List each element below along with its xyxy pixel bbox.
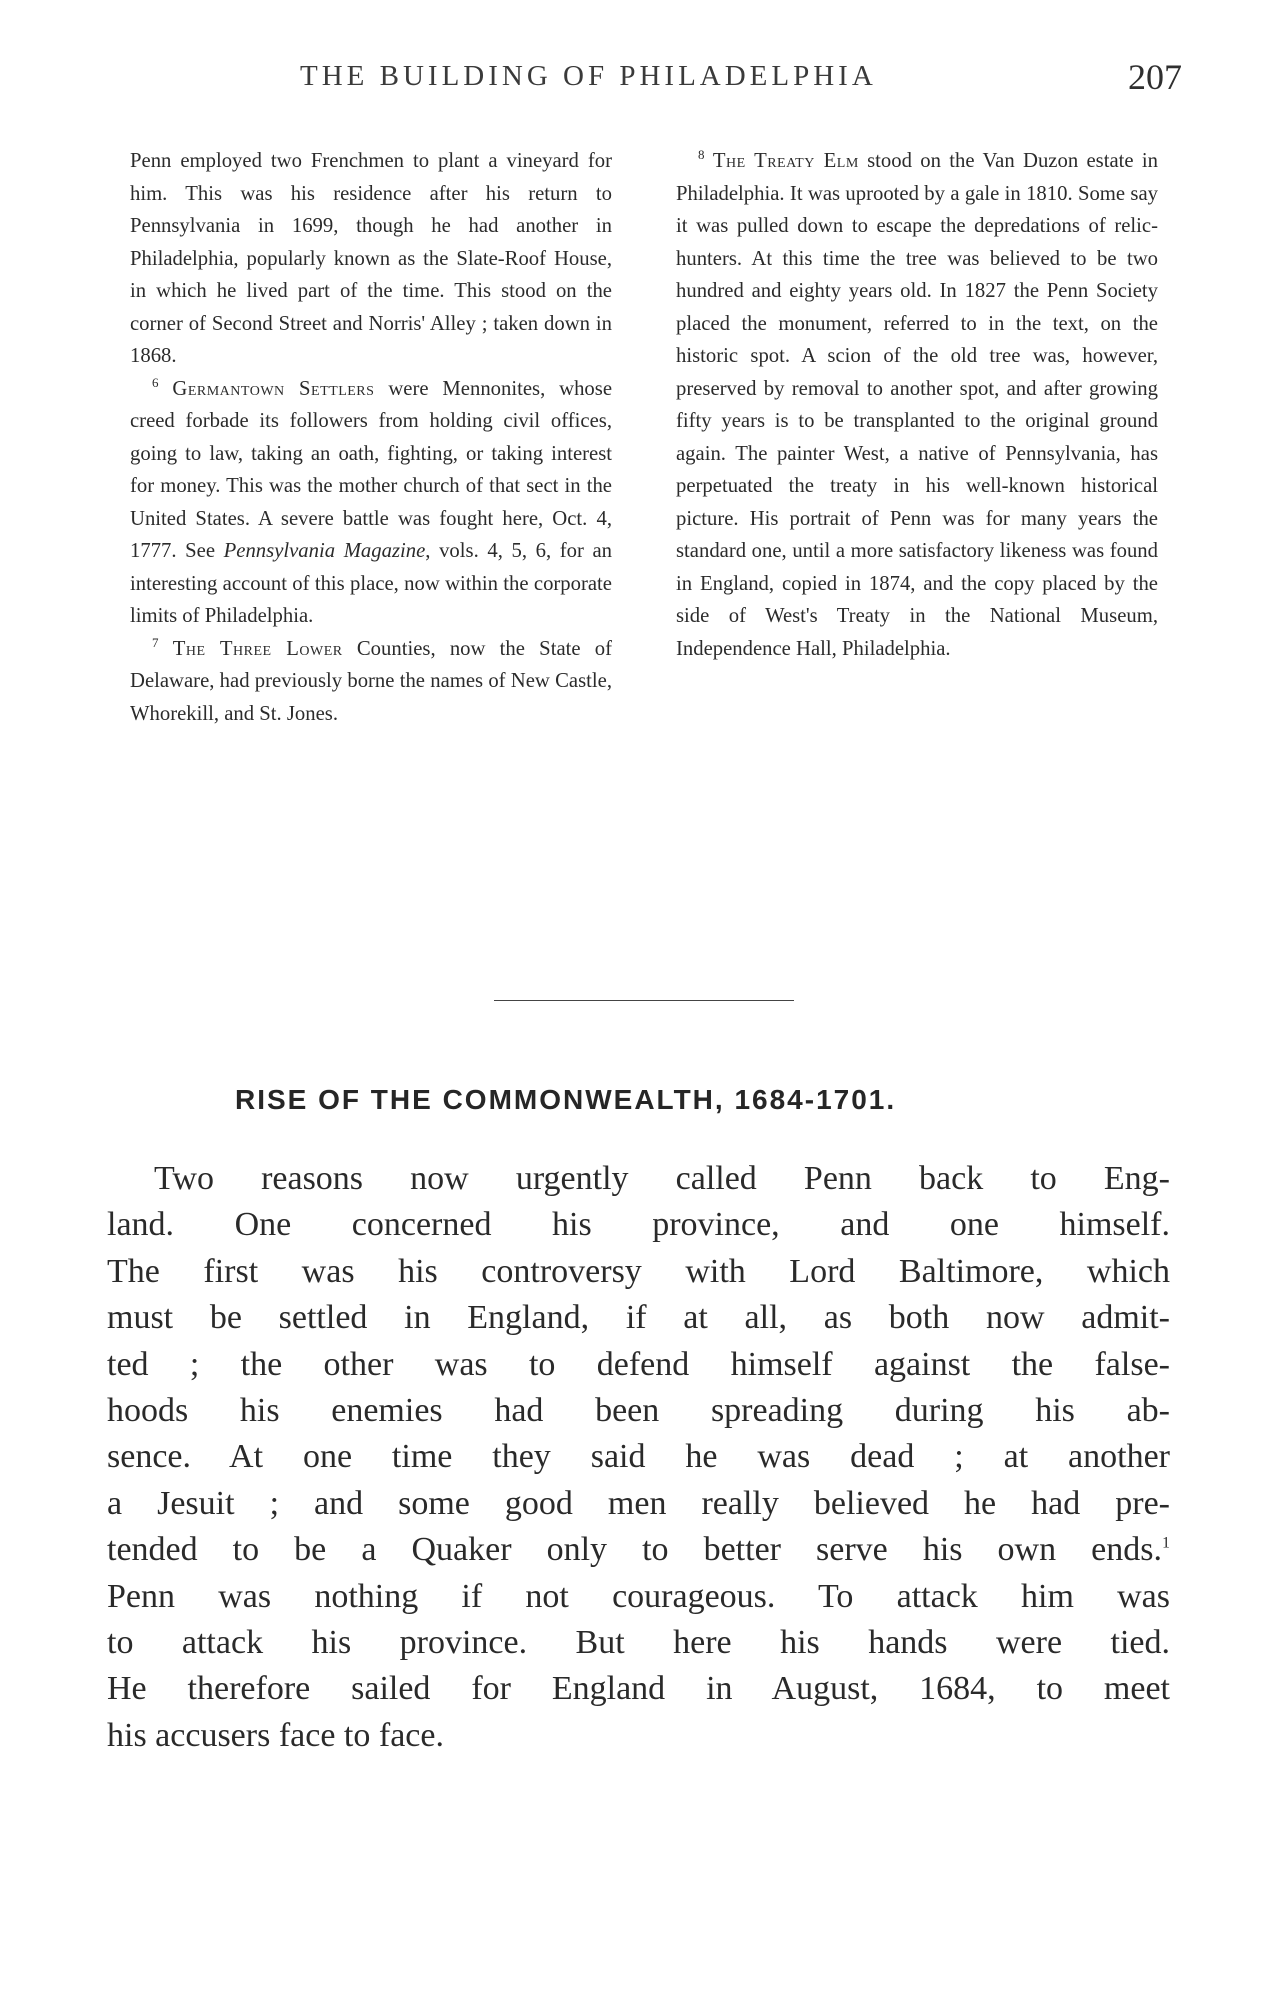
page-number: 207 <box>1128 57 1182 97</box>
footnote-lead: The Three Lower <box>172 637 343 660</box>
body-line: Two reasons now urgently called Penn back to Eng- <box>154 1160 1170 1197</box>
footnote-6 <box>130 373 612 633</box>
body-line: ted ; the other was to defend himself against the false- <box>107 1345 1170 1383</box>
body-line: must be settled in England, if at all, as both now admit- <box>107 1299 1170 1337</box>
footnote-text: , vols. 4, 5, 6, for an interesting account of this place, now within the corporate limits of Philadelphia. <box>130 540 612 627</box>
footnote-text: were Mennonites, whose creed forbade its followers from holding civil offices, going to law, taking an oath, fighting, or taking interest for money. This was the mother church of that sect in the United States. A severe battle was fought here, Oct. 4, 1777. See <box>130 377 613 562</box>
footnote-8 <box>676 145 1158 665</box>
footnote-lead: Germantown Settlers <box>172 377 375 400</box>
body-line: to attack his province. But here his hands were tied. <box>107 1624 1170 1662</box>
section-divider <box>494 1000 794 1001</box>
footnote-text: stood on the Van Duzon estate in Philadelphia. It was uprooted by a gale in 1810. Some say it was pulled down to escape the depredations of relic-hunters. At this time the tree was believed to be two hundred and eighty years old. In 1827 the Penn Society placed the monument, referred to in the text, on the historic spot. A scion of the old tree was, however, preserved by removal to another spot, and after growing fifty years is to be transplanted to the original ground again. The painter West, a native of Pennsylvania, has perpetuated the treaty in his well-known historical picture. His portrait of Penn was for many years the standard one, until a more satisfactory likeness was found in England, copied in 1874, and the copy placed by the side of West's Treaty in the National Museum, Independence Hall, Philadelphia. <box>676 150 1158 660</box>
footnote-7 <box>130 633 612 731</box>
body-line: The first was his controversy with Lord Baltimore, which <box>107 1252 1170 1290</box>
body-line-text: tended to be a Quaker only to better serve his own ends. <box>107 1531 1162 1569</box>
footnote-reference: 1 <box>1162 1534 1170 1552</box>
footnote-number: 6 <box>152 374 159 390</box>
body-line: a Jesuit ; and some good men really believed he had pre- <box>107 1484 1170 1522</box>
body-line: land. One concerned his province, and one himself. <box>107 1206 1170 1244</box>
footnote-italic-title: Pennsylvania Magazine <box>223 540 426 562</box>
body-line: He therefore sailed for England in August, 1684, to meet <box>107 1670 1170 1708</box>
footnote-text: Counties, now the State of Delaware, had previously borne the names of New Castle, Whorekill, and St. Jones. <box>130 637 613 725</box>
footnote-lead: The Treaty Elm <box>712 150 859 172</box>
footnote-continuation: Penn employed two Frenchmen to plant a vineyard for him. This was his residence after his return to Pennsylvania in 1699, though he had another in Philadelphia, popularly known as the Slate-Roof House, in which he lived part of the time. This stood on the corner of Second Street and Norris' Alley ; taken down in 1868. <box>130 150 612 367</box>
body-line-with-ref <box>107 1527 1170 1573</box>
footnotes-right-column <box>676 145 1158 665</box>
footnotes-left-column <box>130 145 612 730</box>
section-heading: RISE OF THE COMMONWEALTH, 1684-1701. <box>235 1084 897 1115</box>
running-title: THE BUILDING OF PHILADELPHIA <box>300 60 877 92</box>
body-paragraph <box>107 1156 1170 1759</box>
footnote-number: 8 <box>698 147 705 163</box>
body-line: sence. At one time they said he was dead ; at another <box>107 1438 1170 1476</box>
body-line: Penn was nothing if not courageous. To attack him was <box>107 1577 1170 1615</box>
body-line: his accusers face to face. <box>107 1716 444 1754</box>
page-header <box>0 57 1266 110</box>
footnote-number: 7 <box>152 634 159 650</box>
body-line: hoods his enemies had been spreading during his ab- <box>107 1392 1170 1430</box>
